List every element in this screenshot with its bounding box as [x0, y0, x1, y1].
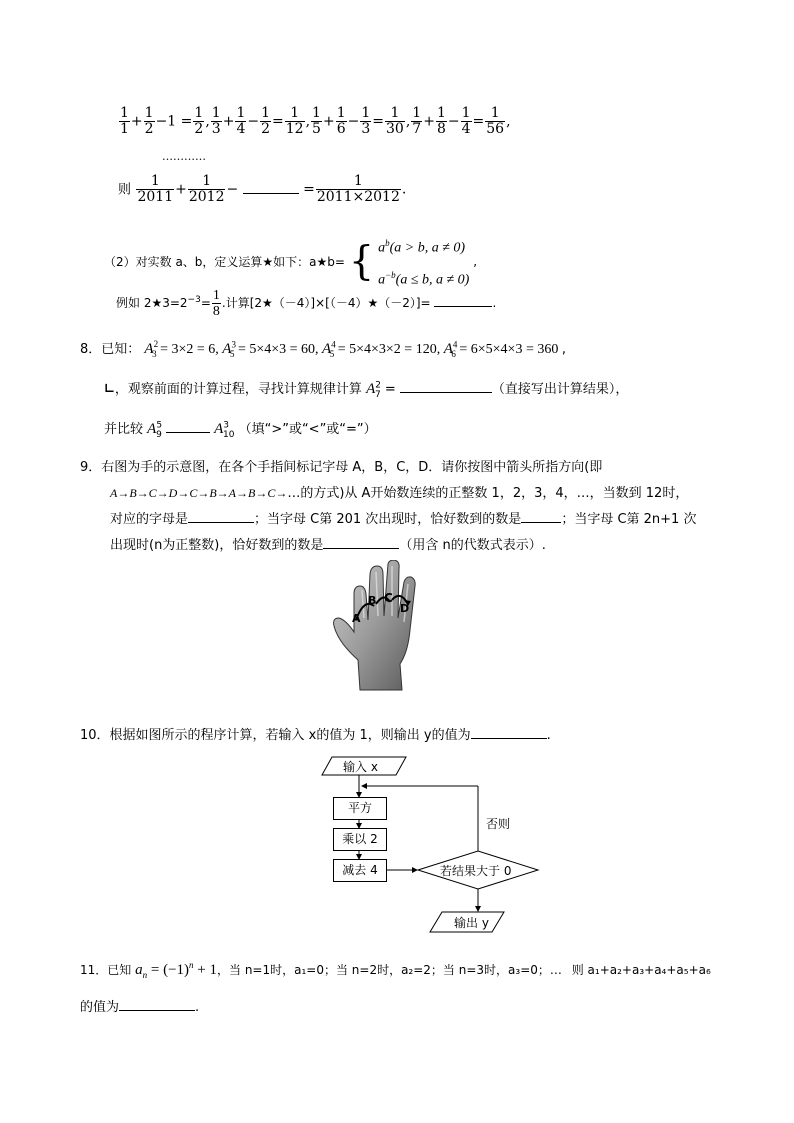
q9-line4: 出现时(n为正整数)，恰好数到的数是 （用含 n的代数式表示）.: [110, 534, 546, 553]
frac: $\frac{1}{5}$: [312, 105, 321, 137]
q7-dots: …………: [162, 150, 206, 163]
answer-blank[interactable]: [119, 997, 195, 1011]
frac: $\frac{1}{2}$: [261, 105, 271, 137]
q11-line1: 11．已知 $a_n = (-1)^n + 1$，当 n=1时，a₁=0；当 n=2时，a₂=2；当 n=3时，a₃=0；… 则 a₁+a₂+a₃+a₄+a₅+a₆: [80, 960, 711, 980]
flow-decision-label: 若结果大于 0: [440, 864, 512, 878]
q8-line2: ∟，观察前面的计算过程，寻找计算规律计算 $A^2_7$ = （直接写出计算结果），: [104, 380, 629, 400]
hand-letter-B: B: [368, 594, 377, 607]
flow-square-box: 平方: [333, 797, 387, 820]
flow-multiply-box: 乘以 2: [333, 828, 387, 851]
q7-example-line: 例如 $2★3=2^{-3}=$ $\frac{1}{8}$ .计算[2★（－4）]×[（－4）★（－2）]= .: [116, 288, 497, 319]
frac: $\frac{1}{2011}$: [137, 173, 174, 205]
frac: $\frac{1}{1}$: [120, 105, 129, 137]
frac: $\frac{1}{12}$: [285, 105, 304, 137]
q9-line2: A→B→C→D→C→B→A→B→C→…的方式)从 A开始数连续的正整数 1，2，3，4，…，当数到 12时，: [110, 486, 689, 501]
frac: $\frac{1}{4}$: [236, 105, 246, 137]
q7-then-line: 则 $\frac{1}{2011}$ + $\frac{1}{2012}$ − = $\frac{1}{2011\times 2012}$ .: [118, 173, 407, 205]
q10-line: 10．根据如图所示的程序计算，若输入 x的值为 1，则输出 y的值为 .: [80, 724, 551, 743]
flow-output-label: 输出 y: [454, 916, 489, 930]
frac: $\frac{1}{8}$: [436, 105, 446, 137]
frac: $\frac{1}{2}$: [144, 105, 154, 137]
frac: $\frac{1}{4}$: [461, 105, 471, 137]
hand-letter-A: A: [352, 612, 361, 625]
flow-otherwise-label: 否则: [486, 817, 511, 831]
frac: $\frac{1}{2011\times 2012}$: [316, 173, 400, 205]
q7-pattern-line: $\frac{1}{1}$ + $\frac{1}{2}$ −1 = $\frac{1}{2}$ , $\frac{1}{3}$ + $\frac{1}{4}$ − $\frac{1}{2}$ = $\frac{1}{12}$ , $\frac{1}{5}$ + $\frac{1}{6}$ − $\frac{1}{3}$ = $\frac{1}{30}$ , $\frac{1}{7}$ + $\frac{1}{8}$ − $\frac{1}{4}$ = $\frac{1}{56}$ ,: [120, 105, 511, 137]
q8-line3: 并比较 $A^5_9$ $A^3_{10}$ （填“>”或“<”或“=”）: [104, 420, 377, 440]
brace: {: [348, 238, 375, 285]
q8-line1: 8．已知： $A^2_3 = 3\times 2 = 6$, $A^3_5 = 5\times 4\times 3 = 60$, $A^4_5 = 5\times 4\times 3\times 2 = 120$, $A^4_6 = 6\times 5\times 4\times 3 = 360$ ,: [80, 339, 566, 359]
q9-line1: 9．右图为手的示意图，在各个手指间标记字母 A，B，C，D．请你按图中箭头所指方向(即: [80, 460, 603, 475]
frac: $\frac{1}{3}$: [211, 105, 221, 137]
hand-letter-C: C: [384, 591, 393, 605]
q9-line3: 对应的字母是 ；当字母 C第 201 次出现时，恰好数到的数是 ；当字母 C第 2n+1 次: [110, 508, 696, 527]
frac: $\frac{1}{6}$: [336, 105, 346, 137]
frac: $\frac{1}{56}$: [486, 105, 505, 137]
frac: $\frac{1}{8}$: [212, 288, 220, 319]
frac: $\frac{1}{7}$: [412, 105, 422, 137]
q11-line2: 的值为 .: [80, 996, 199, 1015]
frac: $\frac{1}{2}$: [194, 105, 204, 137]
frac: $\frac{1}{30}$: [386, 105, 404, 137]
frac: $\frac{1}{3}$: [361, 105, 371, 137]
flow-input-label: 输入 x: [343, 760, 378, 774]
hand-letter-D: D: [400, 602, 410, 615]
flow-subtract-box: 减去 4: [333, 859, 387, 882]
frac: $\frac{1}{2012}$: [188, 173, 225, 205]
q7-part2-line: （2）对实数 a、b，定义运算★如下：a★b= { $a^b(a > b$, a ≠ 0) $a^{-b}(a \le b$, a ≠ 0) ,: [104, 238, 478, 288]
